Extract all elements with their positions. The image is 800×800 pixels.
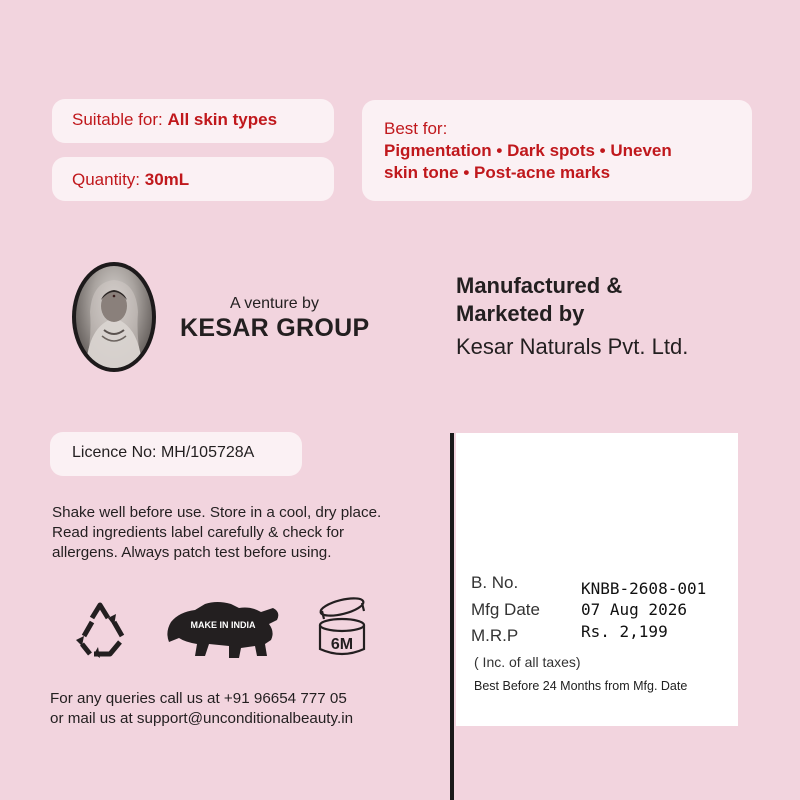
instructions-line-1: Shake well before use. Store in a cool, dry place.: [52, 504, 382, 521]
contact-info: [50, 689, 440, 729]
batch-box-divider: [450, 433, 454, 800]
mrp-value: Rs. 2,199: [581, 622, 668, 641]
venture-label: A venture by: [230, 295, 319, 312]
quantity-label: Quantity:: [72, 170, 145, 189]
founder-portrait: [72, 262, 156, 372]
best-for-line-2: skin tone • Post-acne marks: [384, 163, 611, 182]
quantity-badge: [52, 157, 334, 201]
manufacturer-company: Kesar Naturals Pvt. Ltd.: [456, 334, 689, 359]
best-for-line-1: Pigmentation • Dark spots • Uneven: [384, 141, 672, 160]
contact-email-line: or mail us at support@unconditionalbeauty.in: [50, 710, 354, 727]
best-for-badge: [362, 100, 752, 201]
mfg-date-value: 07 Aug 2026: [581, 600, 687, 619]
manufacturer-heading-line-2: Marketed by: [456, 301, 585, 326]
suitable-for-badge: [52, 99, 334, 143]
suitable-for-value: All skin types: [167, 110, 278, 129]
portrait-image: [76, 266, 152, 368]
suitable-for-label: Suitable for:: [72, 110, 168, 129]
contact-phone-line: For any queries call us at +91 96654 777 05: [50, 690, 347, 707]
venture-brand-name: KESAR GROUP: [180, 314, 370, 342]
licence-text: Licence No: MH/105728A: [72, 444, 255, 461]
instructions-line-3: allergens. Always patch test before using.: [52, 544, 332, 561]
batch-number-value: KNBB-2608-001: [581, 579, 707, 598]
make-in-india-text: MAKE IN INDIA: [190, 620, 256, 630]
taxes-note: ( Inc. of all taxes): [474, 654, 581, 670]
make-in-india-lion-icon: [165, 598, 283, 660]
pao-text: 6M: [330, 636, 354, 653]
licence-badge: [50, 432, 302, 476]
usage-instructions: [52, 503, 437, 563]
manufacturer-heading-line-1: Manufactured &: [456, 273, 623, 298]
portrait-figure-icon: [76, 266, 152, 368]
recycle-icon: [70, 600, 132, 658]
period-after-opening-icon: [314, 593, 370, 659]
batch-number-label: B. No.: [471, 573, 519, 592]
instructions-line-2: Read ingredients label carefully & check for: [52, 524, 345, 541]
mrp-label: M.R.P: [471, 626, 519, 645]
mfg-date-label: Mfg Date: [471, 600, 540, 619]
manufacturer-heading: [456, 272, 716, 328]
best-for-label: Best for:: [384, 119, 448, 138]
quantity-value: 30mL: [144, 170, 190, 189]
best-before-note: Best Before 24 Months from Mfg. Date: [474, 679, 688, 693]
